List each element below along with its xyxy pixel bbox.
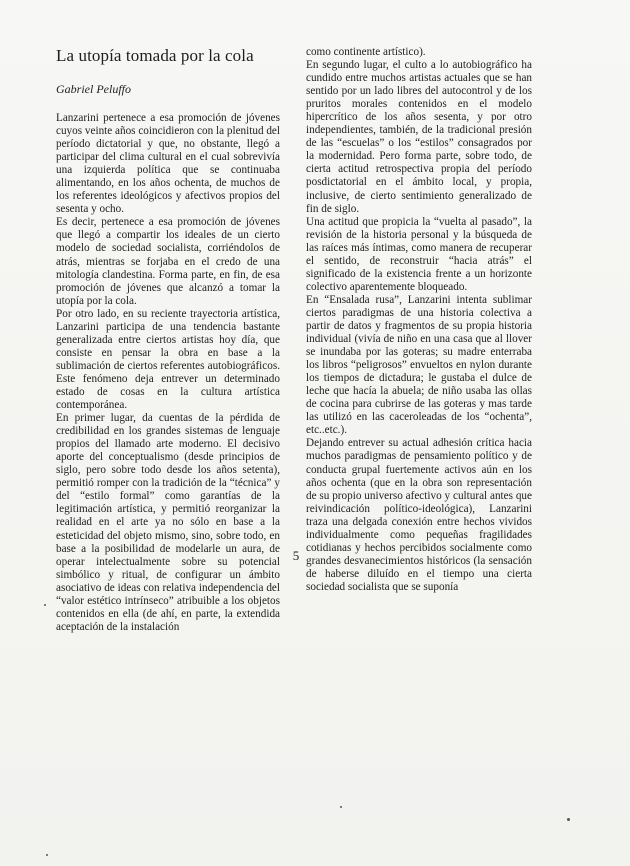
- page-number: 5: [292, 548, 300, 563]
- scan-speck: [44, 604, 46, 606]
- paragraph: En “Ensalada rusa”, Lanzarini intenta sublimar ciertos paradigmas de una historia colectiva a partir de datos y fragmentos de su propia historia individual (vivía de niño en una casa que al llover se inundaba por las goteras; su madre enterraba los libros “peligrosos” envueltos en nylon durante los tiempos de dictadura; le gustaba el dulce de leche que hacía la abuela; de niño usaba las ollas de cocina para cubrirse de las goteras y mas tarde las utilizó en las caceroleadas de los “ochenta”, etc..etc.).: [306, 293, 532, 437]
- paragraph: Es decir, pertenece a esa promoción de jóvenes que llegó a compartir los ideales de un cierto modelo de sociedad socialista, corriéndolos de atrás, mientras se forjaba en el credo de una mitología clandestina. Forma parte, en fin, de esa promoción de jóvenes que alcanzó a tomar la utopía por la cola.: [56, 216, 280, 307]
- scan-speck: [567, 818, 570, 821]
- paragraph: En segundo lugar, el culto a lo autobiográfico ha cundido entre muchos artistas actuales que se han sentido por un lado libres del autocontrol y de los pruritos morales contenidos en el modelo hipercrítico de los años sesenta, y por otro independientes, también, de la tradicional presión de las “escuelas” o los “estilos” consagrados por la modernidad. Pero forma parte, sobre todo, de cierta actitud retrospectiva propia del período posdictatorial en el ámbito local, y propia, inclusive, de cierto sentimiento generalizado de fin de siglo.: [306, 59, 532, 215]
- paragraph: Lanzarini pertenece a esa promoción de jóvenes cuyos veinte años coincidieron con la plenitud del período dictatorial y que, no obstante, llegó a participar del clima cultural en el cual sobrevivía una izquierda política que se continuaba alimentando, en los años ochenta, de muchos de los referentes ideológicos y afectivos propios del sesenta y ocho.: [56, 112, 280, 216]
- article-author: Gabriel Peluffo: [56, 82, 131, 96]
- left-column: [56, 46, 280, 634]
- right-column: [306, 46, 532, 594]
- paragraph: En primer lugar, da cuentas de la pérdida de credibilidad en los grandes sistemas de lenguaje propios del llamado arte moderno. El decisivo aporte del conceptualismo (desde principios de siglo, pero sobre todo desde los años setenta), permitió romper con la tradición de la “técnica” y del “estilo formal” como garantías de la legitimación artística, y permitió reorganizar la realidad en el arte ya no sólo en base a la esteticidad del objeto mismo, sino, sobre todo, en base a la posibilidad de modelarle un aura, de operar intelectualmente sobre su potencial simbólico y ritual, de configurar un ámbito asociativo de ideas con relativa independencia del “valor estético intrínseco” atribuible a los objetos contenidos en ella (de ahí, en parte, la extendida aceptación de la instalación: [56, 412, 280, 633]
- paragraph: Por otro lado, en su reciente trayectoria artística, Lanzarini participa de una tendencia bastante generalizada entre ciertos artistas hoy día, que consiste en pensar la obra en base a la sublimación de ciertos referentes autobiográficos. Este fenómeno deja entrever un determinado estado de cosas en la cultura artística contemporánea.: [56, 307, 280, 412]
- paragraph: Dejando entrever su actual adhesión crítica hacia muchos paradigmas de pensamiento político y de conducta grupal fuertemente activos aún en los años ochenta (que en la obra son representación de su propio universo afectivo y cultural antes que reivindicación político-ideológica), Lanzarini traza una delgada conexión entre hechos vividos individualmente como pequeñas fragilidades cotidianas y hechos percibidos socialmente como grandes desvanecimientos históricos (la sensación de haberse diluído en el tiempo una cierta sociedad socialista que se suponía: [306, 437, 532, 593]
- article-title: La utopía tomada por la cola: [56, 46, 254, 65]
- scan-speck: [46, 854, 48, 856]
- scan-speck: [340, 806, 342, 808]
- paragraph: Una actitud que propicia la “vuelta al pasado”, la revisión de la historia personal y la búsqueda de las raíces más íntimas, como manera de recuperar el sentido, de reconstruir “hacia atrás” el significado de la existencia frente a un horizonte colectivo aparentemente bloqueado.: [306, 215, 532, 293]
- paragraph: como continente artístico).: [306, 46, 426, 58]
